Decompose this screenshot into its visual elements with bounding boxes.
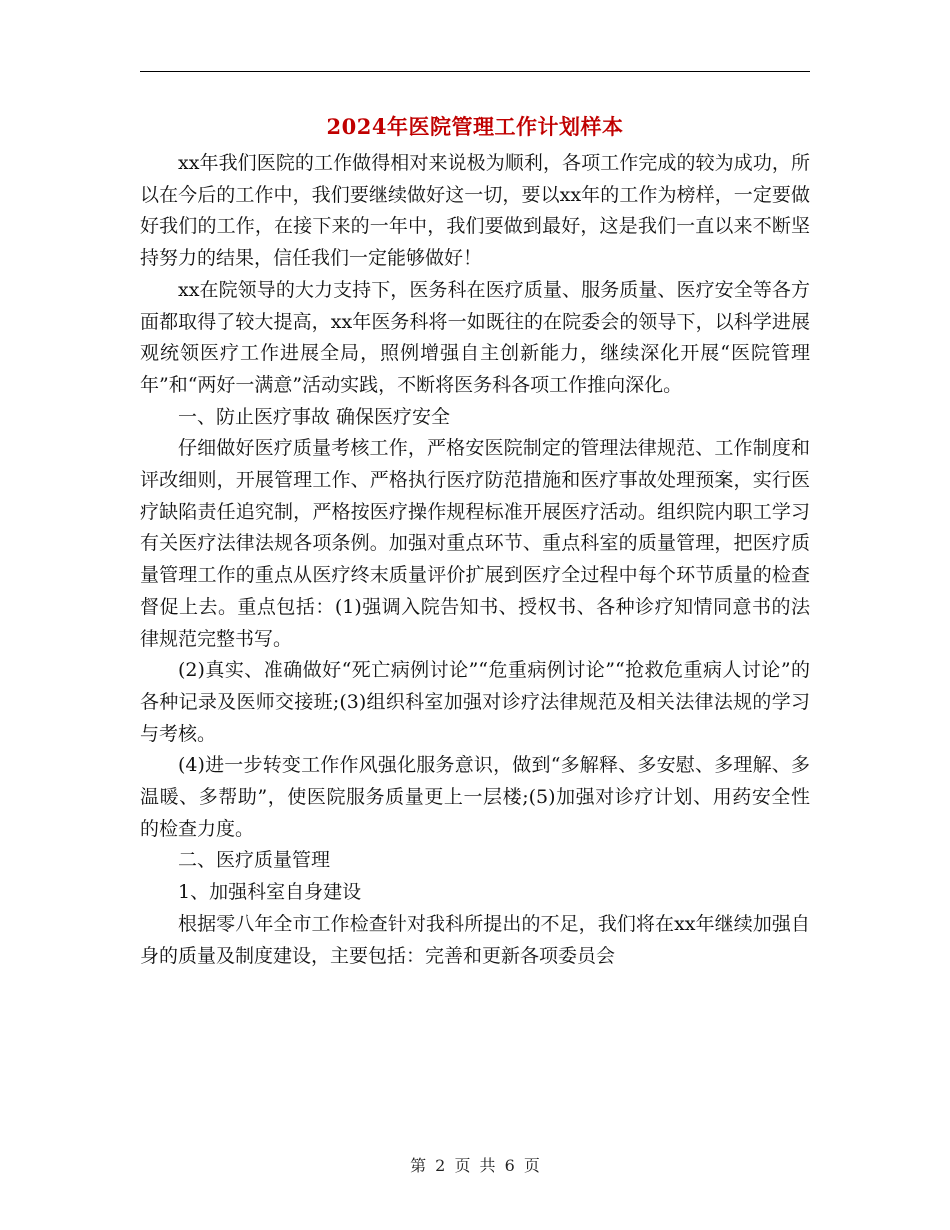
header-rule — [140, 71, 810, 72]
paragraph-intro: xx年我们医院的工作做得相对来说极为顺利，各项工作完成的较为成功，所以在今后的工作中，我们要继续做好这一切，要以xx年的工作为榜样，一定要做好我们的工作，在接下来的一年中，我们要做到最好，这是我们一直以来不断坚持努力的结果，信任我们一定能够做好！ — [140, 152, 810, 270]
paragraph-item-4-5: (4)进一步转变工作作风强化服务意识，做到“多解释、多安慰、多理解、多温暖、多帮助”，使医院服务质量更上一层楼;(5)加强对诊疗计划、用药安全性的检查力度。 — [140, 754, 810, 840]
page-number: 第 2 页 共 6 页 — [410, 1156, 540, 1175]
paragraph-support: xx在院领导的大力支持下，医务科在医疗质量、服务质量、医疗安全等各方面都取得了较大提高，xx年医务科将一如既往的在院委会的领导下，以科学进展观统领医疗工作进展全局，照例增强自主创新能力，继续深化开展“医院管理年”和“两好一满意”活动实践，不断将医务科各项工作推向深化。 — [140, 278, 810, 396]
paragraph-self-building: 根据零八年全市工作检查针对我科所提出的不足，我们将在xx年继续加强自身的质量及制度建设，主要包括：完善和更新各项委员会 — [140, 912, 810, 967]
paragraph-quality-review: 仔细做好医疗质量考核工作，严格安医院制定的管理法律规范、工作制度和评改细则，开展管理工作、严格执行医疗防范措施和医疗事故处理预案，实行医疗缺陷责任追究制，严格按医疗操作规程标准开展医疗活动。组织院内职工学习有关医疗法律法规各项条例。加强对重点环节、重点科室的质量管理，把医疗质量管理工作的重点从医疗终末质量评价扩展到医疗全过程中每个环节质量的检查督促上去。重点包括：(1)强调入院告知书、授权书、各种诊疗知情同意书的法律规范完整书写。 — [140, 437, 810, 650]
subsection-heading-1: 1、加强科室自身建设 — [178, 881, 362, 904]
document-body — [140, 148, 810, 972]
document-title: 2024年医院管理工作计划样本 — [326, 114, 624, 139]
section-heading-2: 二、医疗质量管理 — [178, 849, 331, 872]
section-heading-1: 一、防止医疗事故 确保医疗安全 — [178, 405, 451, 428]
paragraph-item-2-3: (2)真实、准确做好“死亡病例讨论”“危重病例讨论”“抢救危重病人讨论”的各种记录及医师交接班;(3)组织科室加强对诊疗法律规范及相关法律法规的学习与考核。 — [140, 659, 810, 745]
